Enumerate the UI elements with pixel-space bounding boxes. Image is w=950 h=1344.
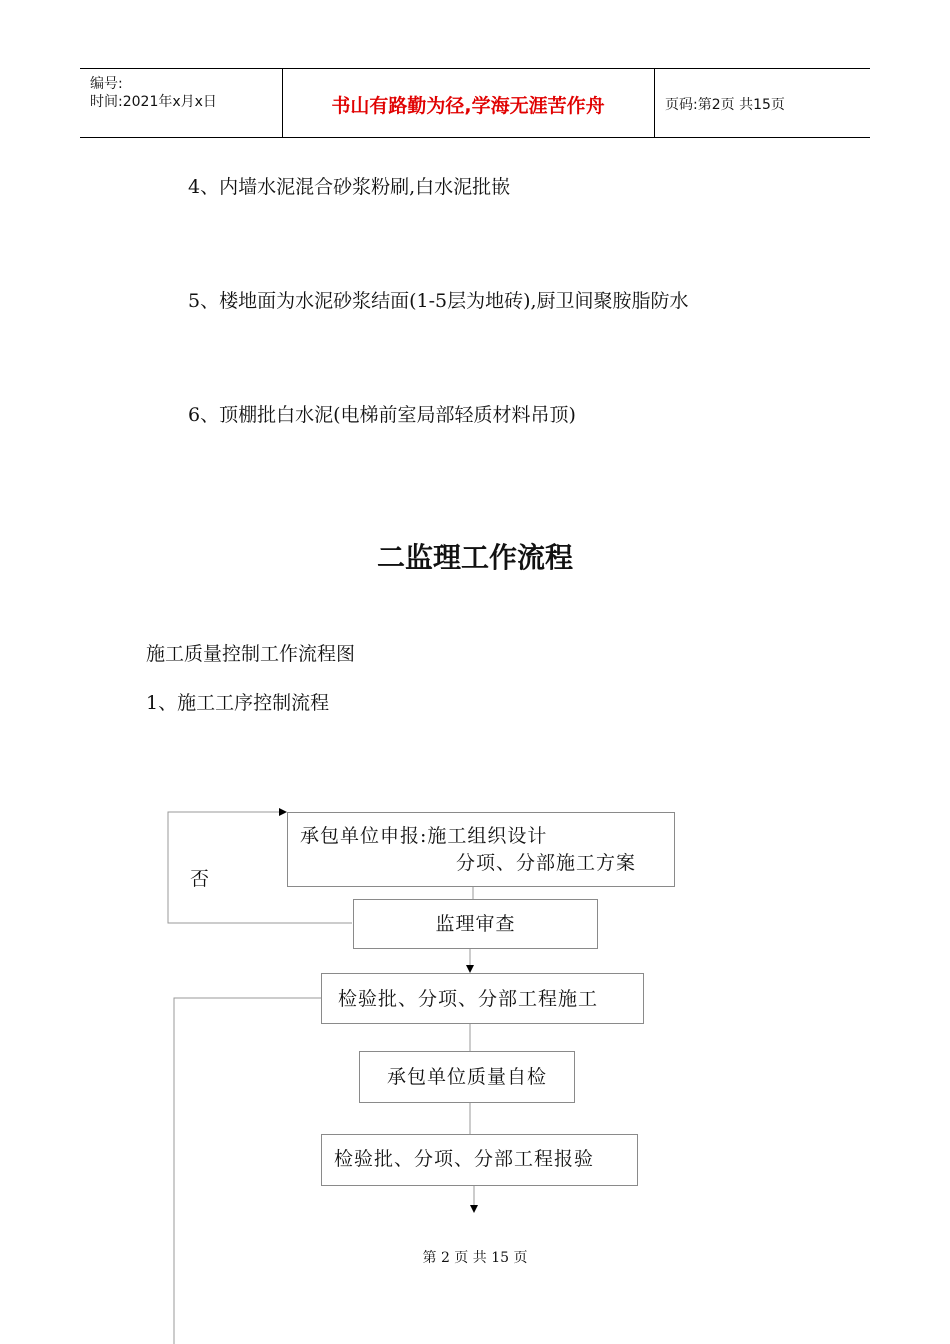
flow-box-review — [353, 899, 598, 949]
flow-box-construction-label: 检验批、分项、分部工程施工 — [338, 988, 599, 1010]
serial-label: 编号: — [90, 76, 123, 92]
list-item: 4、内墙水泥混合砂浆粉刷,白水泥批嵌 — [188, 176, 511, 198]
flow-box-review-label: 监理审查 — [435, 913, 516, 935]
feedback-loop-arrow — [174, 998, 329, 1344]
flow-box-inspection-label: 检验批、分项、分部工程报验 — [334, 1148, 595, 1170]
flow-box-submit-line1: 承包单位申报:施工组织设计 — [300, 825, 548, 847]
section-title: 二监理工作流程 — [376, 541, 573, 574]
header-motto: 书山有路勤为径,学海无涯苦作舟 — [331, 95, 605, 117]
flow-box-submit — [287, 812, 675, 887]
subtitle: 施工质量控制工作流程图 — [146, 643, 356, 665]
subsection-title: 1、施工工序控制流程 — [146, 692, 330, 714]
flow-box-construction — [321, 973, 644, 1024]
list-item: 5、楼地面为水泥砂浆结面(1-5层为地砖),厨卫间聚胺脂防水 — [188, 290, 689, 312]
flow-box-self-check — [359, 1051, 575, 1103]
header-page-info: 页码:第2页 共15页 — [665, 97, 785, 113]
no-label: 否 — [190, 868, 210, 890]
page-footer: 第 2 页 共 15 页 — [422, 1250, 528, 1266]
list-item: 6、顶棚批白水泥(电梯前室局部轻质材料吊顶) — [188, 404, 576, 426]
flow-box-inspection — [321, 1134, 638, 1186]
date-label: 时间:2021年x月x日 — [90, 94, 217, 110]
flow-box-self-check-label: 承包单位质量自检 — [386, 1066, 547, 1088]
flow-box-submit-line2: 分项、分部施工方案 — [456, 852, 637, 874]
